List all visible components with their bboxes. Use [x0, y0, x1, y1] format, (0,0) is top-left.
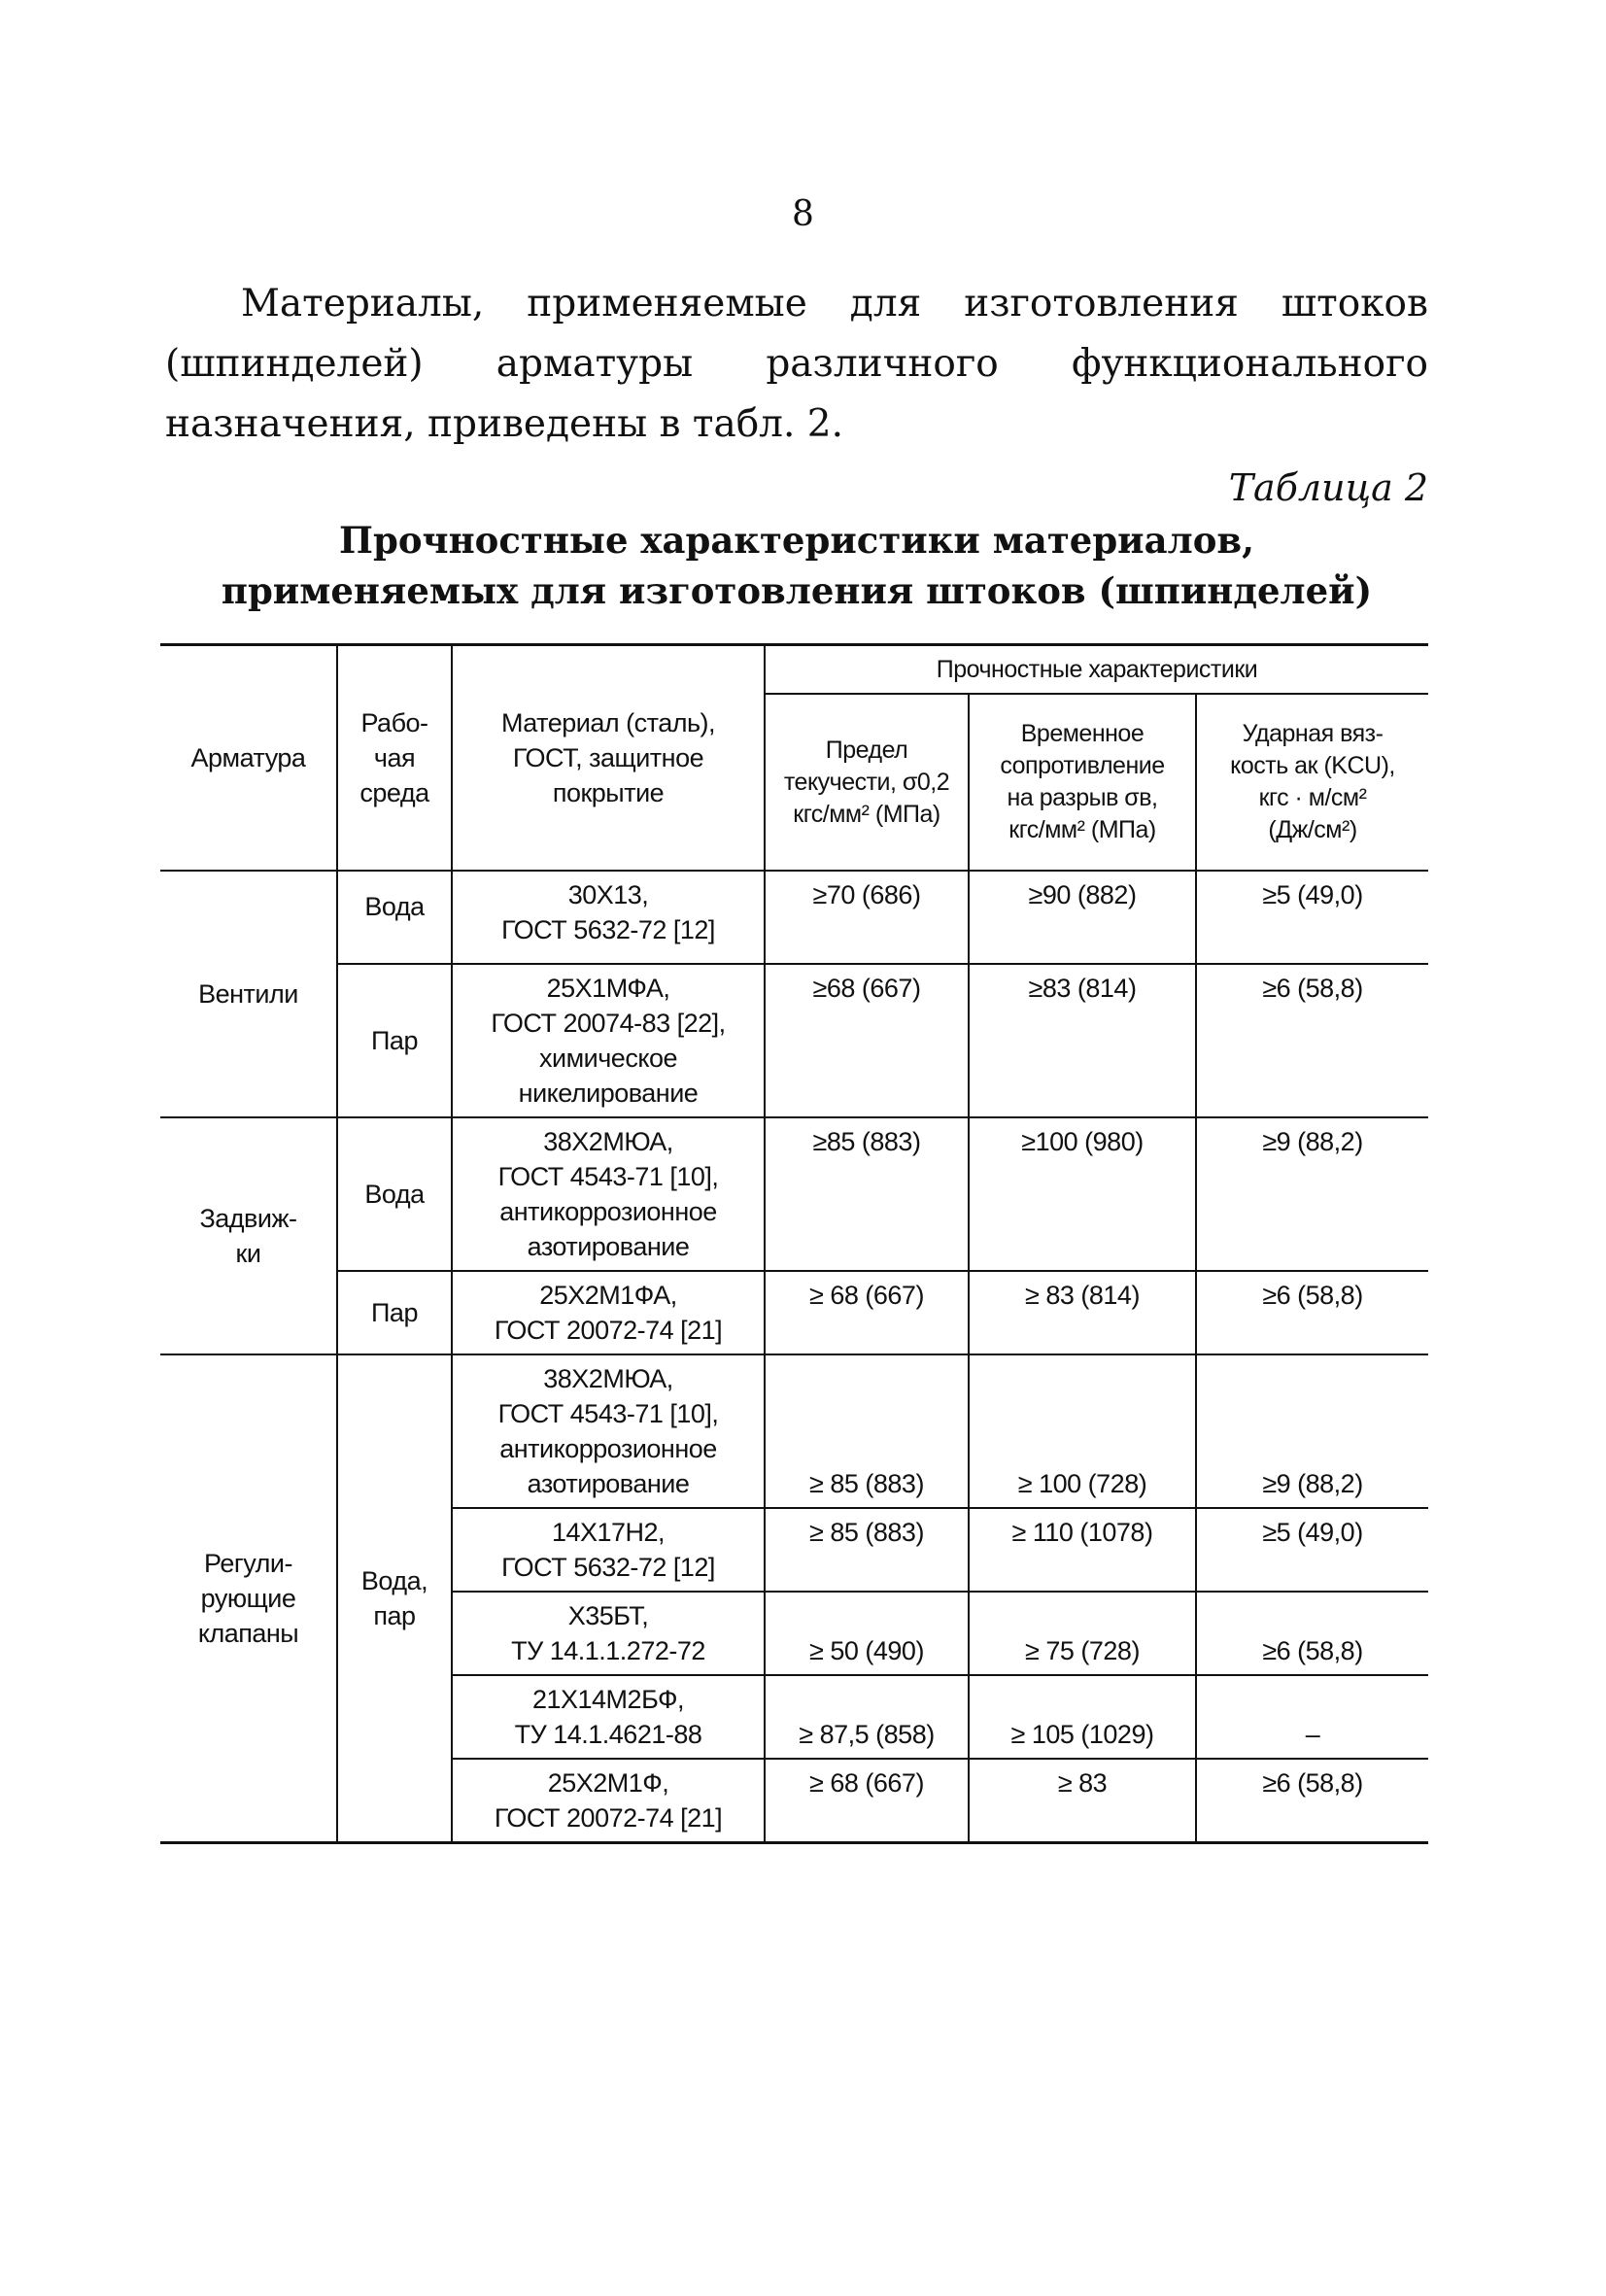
impact-cell: ≥9 (88,2)	[1196, 1117, 1428, 1271]
material-cell: 25Х1МФА, ГОСТ 20074-83 [22], химическое никелирование	[452, 964, 765, 1117]
header-armatura: Арматура	[160, 645, 337, 872]
yield-cell: ≥ 50 (490)	[765, 1592, 969, 1675]
yield-cell: ≥ 87,5 (858)	[765, 1675, 969, 1759]
tensile-cell: ≥ 83	[969, 1759, 1196, 1843]
strength-table-container	[160, 643, 1428, 1844]
yield-cell: ≥ 68 (667)	[765, 1271, 969, 1354]
material-cell: 25Х2М1ФА, ГОСТ 20072-74 [21]	[452, 1271, 765, 1354]
yield-cell: ≥70 (686)	[765, 871, 969, 964]
header-impact: Ударная вяз- кость aк (KCU), кгс · м/см² (Дж/см²)	[1196, 694, 1428, 871]
yield-cell: ≥ 85 (883)	[765, 1354, 969, 1508]
table-row	[160, 871, 1428, 964]
table-row	[160, 1117, 1428, 1271]
table-title-line-2: применяемых для изготовления штоков (шпинделей)	[221, 569, 1373, 612]
group-ventili: Вентили	[160, 871, 337, 1117]
table-title	[155, 515, 1438, 616]
yield-cell: ≥ 68 (667)	[765, 1759, 969, 1843]
table-row	[160, 964, 1428, 1117]
table-row	[160, 1271, 1428, 1354]
header-yield: Предел текучести, σ0,2 кгс/мм² (МПа)	[765, 694, 969, 871]
material-cell: 38Х2МЮА, ГОСТ 4543-71 [10], антикоррозионное азотирование	[452, 1117, 765, 1271]
medium-cell: Пар	[337, 964, 452, 1117]
tensile-cell: ≥ 100 (728)	[969, 1354, 1196, 1508]
impact-cell: ≥6 (58,8)	[1196, 1759, 1428, 1843]
medium-cell: Вода	[337, 1117, 452, 1271]
tensile-cell: ≥90 (882)	[969, 871, 1196, 964]
medium-cell: Вода, пар	[337, 1354, 452, 1843]
tensile-cell: ≥ 105 (1029)	[969, 1675, 1196, 1759]
tensile-cell: ≥ 83 (814)	[969, 1271, 1196, 1354]
impact-cell: ≥6 (58,8)	[1196, 964, 1428, 1117]
yield-cell: ≥85 (883)	[765, 1117, 969, 1271]
tensile-cell: ≥ 110 (1078)	[969, 1508, 1196, 1592]
impact-cell: ≥6 (58,8)	[1196, 1271, 1428, 1354]
group-zadvizhki: Задвиж- ки	[160, 1117, 337, 1354]
impact-cell: ≥5 (49,0)	[1196, 1508, 1428, 1592]
impact-cell: –	[1196, 1675, 1428, 1759]
material-cell: 14Х17Н2, ГОСТ 5632-72 [12]	[452, 1508, 765, 1592]
tensile-cell: ≥100 (980)	[969, 1117, 1196, 1271]
impact-cell: ≥9 (88,2)	[1196, 1354, 1428, 1508]
material-cell: Х35БТ, ТУ 14.1.1.272-72	[452, 1592, 765, 1675]
medium-cell: Вода	[337, 871, 452, 964]
group-reg-klapany: Регули- рующие клапаны	[160, 1354, 337, 1843]
tensile-cell: ≥83 (814)	[969, 964, 1196, 1117]
header-medium: Рабо- чая среда	[337, 645, 452, 872]
header-strength-group: Прочностные характеристики	[765, 645, 1428, 695]
material-cell: 21Х14М2БФ, ТУ 14.1.4621-88	[452, 1675, 765, 1759]
strength-table	[160, 643, 1428, 1844]
header-material: Материал (сталь), ГОСТ, защитное покрытие	[452, 645, 765, 872]
header-row-1	[160, 645, 1428, 695]
material-cell: 38Х2МЮА, ГОСТ 4543-71 [10], антикоррозионное азотирование	[452, 1354, 765, 1508]
impact-cell: ≥6 (58,8)	[1196, 1592, 1428, 1675]
intro-paragraph: Материалы, применяемые для изготовления штоков (шпинделей) арматуры различного функционального назначения, приведены в табл. 2.	[165, 282, 1428, 446]
yield-cell: ≥68 (667)	[765, 964, 969, 1117]
table-row	[160, 1354, 1428, 1508]
medium-cell: Пар	[337, 1271, 452, 1354]
material-cell: 25Х2М1Ф, ГОСТ 20072-74 [21]	[452, 1759, 765, 1843]
page-number: 8	[792, 194, 814, 234]
header-tensile: Временное сопротивление на разрыв σв, кгс/мм² (МПа)	[969, 694, 1196, 871]
tensile-cell: ≥ 75 (728)	[969, 1592, 1196, 1675]
impact-cell: ≥5 (49,0)	[1196, 871, 1428, 964]
material-cell: 30Х13, ГОСТ 5632-72 [12]	[452, 871, 765, 964]
table-title-line-1: Прочностные характеристики материалов,	[339, 519, 1254, 562]
yield-cell: ≥ 85 (883)	[765, 1508, 969, 1592]
table-label: Таблица 2	[1228, 466, 1428, 509]
